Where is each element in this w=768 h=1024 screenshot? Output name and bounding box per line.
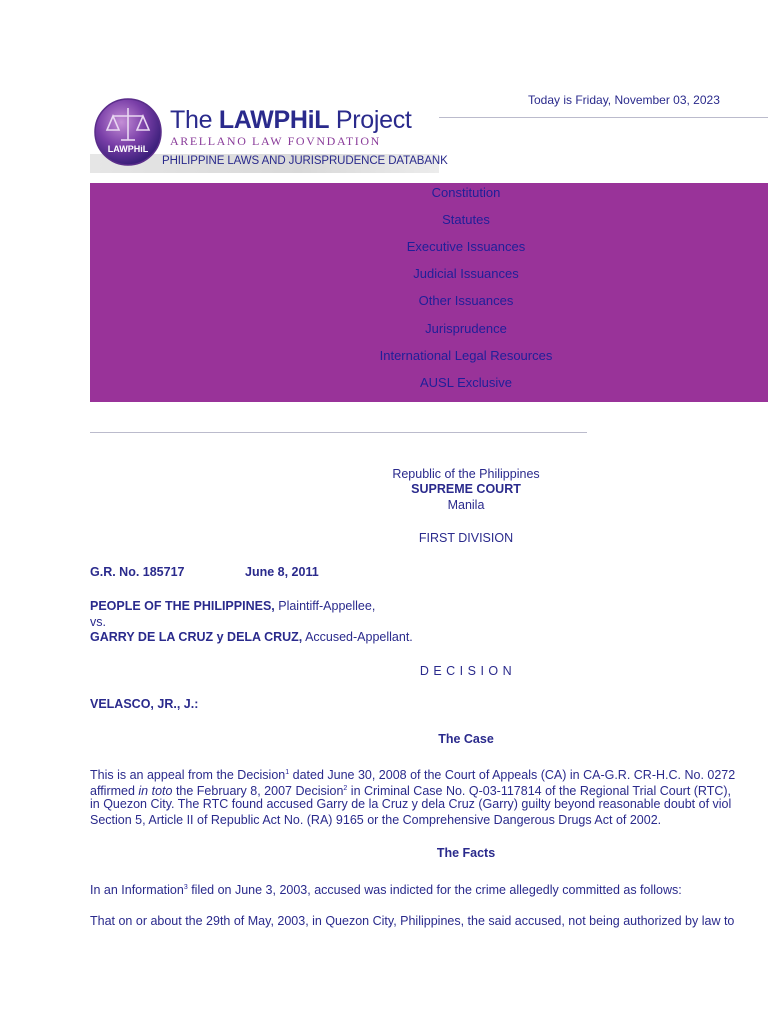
nav-international-legal-resources[interactable]: International Legal Resources [379,348,553,363]
nav-ausl-exclusive[interactable]: AUSL Exclusive [420,375,512,390]
gr-number: G.R. No. 185717 [90,565,185,579]
nav-other-issuances[interactable]: Other Issuances [418,293,514,308]
footnote-1-link[interactable]: 1 [285,769,290,776]
lawphil-logo[interactable] [90,92,448,173]
header-divider [439,117,768,118]
plaintiff-line: PEOPLE OF THE PHILIPPINES, Plaintiff-Appellee, [90,599,376,613]
facts-paragraph-2: That on or about the 29th of May, 2003, in Quezon City, Philippines, the said accused, not being authorized by law to [90,914,735,928]
nav-jurisprudence[interactable]: Jurisprudence [425,321,507,336]
division-label: FIRST DIVISION [418,531,514,545]
svg-text:LAWPHiL: LAWPHiL [107,144,149,154]
case-paragraph-line-4: Section 5, Article II of Republic Act No. (RA) 9165 or the Comprehensive Dangerous Drugs Act of 2002. [90,813,662,827]
facts-paragraph-1: In an Information$^3$ filed on June 3, 2003, accused was indicted for the crime allegedly committed as follows: [90,883,682,898]
case-paragraph-line-3: in Quezon City. The RTC found accused Garry de la Cruz y dela Cruz (Garry) guilty beyond reasonable doubt of viol [90,797,732,811]
site-subtitle: ARELLANO LAW FOVNDATION [170,134,381,148]
nav-executive-issuances[interactable]: Executive Issuances [406,239,526,254]
case-heading: The Case [438,732,494,746]
site-title: The LAWPHiL Project [170,106,412,134]
republic-label: Republic of the Philippines [392,467,540,481]
versus-label: vs. [90,615,106,629]
site-databank: PHILIPPINE LAWS AND JURISPRUDENCE DATABANK [162,155,448,167]
main-nav [90,183,768,402]
facts-heading: The Facts [436,846,496,860]
ponente: VELASCO, JR., J.: [90,697,199,711]
case-paragraph-line-1: This is an appeal from the Decision$^1$ dated June 30, 2008 of the Court of Appeals (CA) in CA-G.R. CR-H.C. No. 0272 [90,768,736,783]
accused-line: GARRY DE LA CRUZ y DELA CRUZ, Accused-Appellant. [90,630,413,644]
footnote-2-link[interactable]: 2 [343,785,348,792]
decision-date: June 8, 2011 [245,565,319,579]
case-paragraph-line-2: affirmed in toto the February 8, 2007 Decision$^2$ in Criminal Case No. Q-03-117814 of the Regional Trial Court (RTC), [90,784,732,799]
nav-constitution[interactable]: Constitution [431,185,501,200]
city-label: Manila [447,498,485,512]
court-label: SUPREME COURT [411,482,521,496]
nav-judicial-issuances[interactable]: Judicial Issuances [413,266,519,281]
footnote-3-link[interactable]: 3 [183,884,188,891]
today-date: Today is Friday, November 03, 2023 [528,93,720,107]
decision-heading: D E C I S I O N [419,664,513,678]
content-divider [90,432,587,433]
nav-statutes[interactable]: Statutes [442,212,490,227]
lawphil-emblem-icon [93,94,163,170]
